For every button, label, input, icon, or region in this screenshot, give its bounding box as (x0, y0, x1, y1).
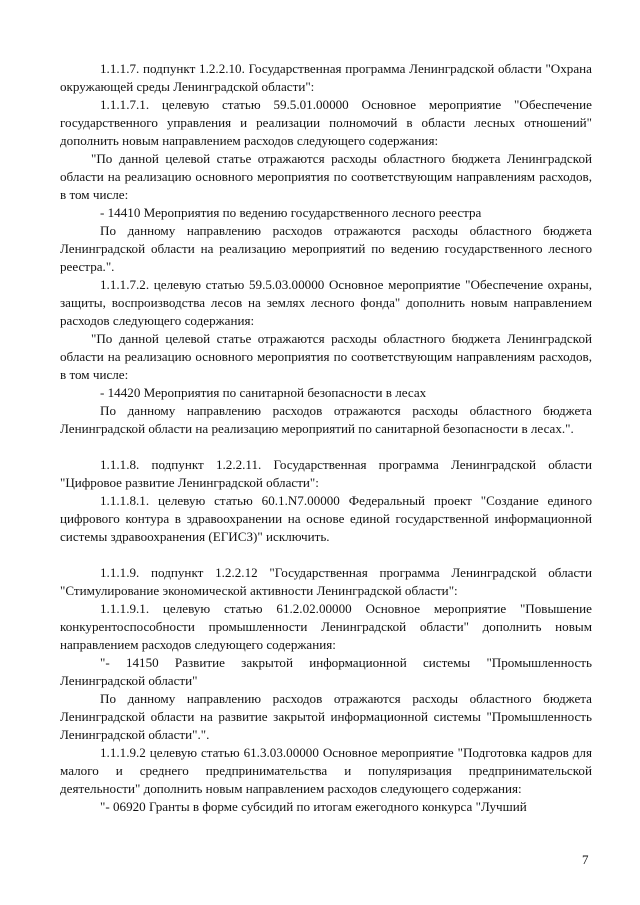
paragraph-1-1-1-8: 1.1.1.8. подпункт 1.2.2.11. Государственная программа Ленинградской области "Цифровое развитие Ленинградской области": (60, 457, 592, 490)
paragraph-direction-06920: "- 06920 Гранты в форме субсидий по итогам ежегодного конкурса "Лучший (100, 799, 527, 814)
paragraph-direction-14420: - 14420 Мероприятия по санитарной безопасности в лесах (100, 385, 427, 400)
paragraph-direction-14150: "- 14150 Развитие закрытой информационной системы "Промышленность Ленинградской области" (60, 655, 592, 688)
paragraph-quote-59-5-01: "По данной целевой статье отражаются расходы областного бюджета Ленинградской области на реализацию основного мероприятия по соответствующим направлениям расходов, в том числе: (60, 151, 592, 202)
paragraph-1-1-1-9-1: 1.1.1.9.1. целевую статью 61.2.02.00000 Основное мероприятие "Повышение конкурентоспособности промышленности Ленинградской области" дополнить новым направлением расходов следующего содержания: (60, 601, 592, 652)
paragraph-1-1-1-7-1: 1.1.1.7.1. целевую статью 59.5.01.00000 Основное мероприятие "Обеспечение государственного управления и реализации полномочий в области лесных отношений" дополнить новым направлением расходов следующего содержания: (60, 97, 592, 148)
document-body (60, 60, 592, 816)
paragraph-description-14150: По данному направлению расходов отражаются расходы областного бюджета Ленинградской области на развитие закрытой информационной системы "Промышленность Ленинградской области".". (60, 691, 592, 742)
paragraph-1-1-1-7: 1.1.1.7. подпункт 1.2.2.10. Государственная программа Ленинградской области "Охрана окружающей среды Ленинградской области": (60, 61, 592, 94)
paragraph-direction-14410: - 14410 Мероприятия по ведению государственного лесного реестра (100, 205, 482, 220)
paragraph-1-1-1-9: 1.1.1.9. подпункт 1.2.2.12 "Государственная программа Ленинградской области "Стимулирование экономической активности Ленинградской области": (60, 565, 592, 598)
page-number: 7 (582, 852, 589, 867)
paragraph-1-1-1-8-1: 1.1.1.8.1. целевую статью 60.1.N7.00000 Федеральный проект "Создание единого цифрового контура в здравоохранении на основе единой государственной информационной системы здравоохранения (ЕГИСЗ)" исключить. (60, 493, 592, 544)
paragraph-description-14410: По данному направлению расходов отражаются расходы областного бюджета Ленинградской области на реализацию мероприятий по ведению государственного лесного реестра.". (60, 223, 592, 274)
paragraph-quote-59-5-03: "По данной целевой статье отражаются расходы областного бюджета Ленинградской области на реализацию основного мероприятия по соответствующим направлениям расходов, в том числе: (60, 331, 592, 382)
paragraph-description-14420: По данному направлению расходов отражаются расходы областного бюджета Ленинградской области на реализацию мероприятий по санитарной безопасности в лесах.". (60, 403, 592, 436)
paragraph-1-1-1-9-2: 1.1.1.9.2 целевую статью 61.3.03.00000 Основное мероприятие "Подготовка кадров для малого и среднего предпринимательства и популяризация предпринимательской деятельности" дополнить новым направлением расходов следующего содержания: (60, 745, 592, 796)
paragraph-1-1-1-7-2: 1.1.1.7.2. целевую статью 59.5.03.00000 Основное мероприятие "Обеспечение охраны, защиты, воспроизводства лесов на землях лесного фонда" дополнить новым направлением расходов следующего содержания: (60, 277, 592, 328)
